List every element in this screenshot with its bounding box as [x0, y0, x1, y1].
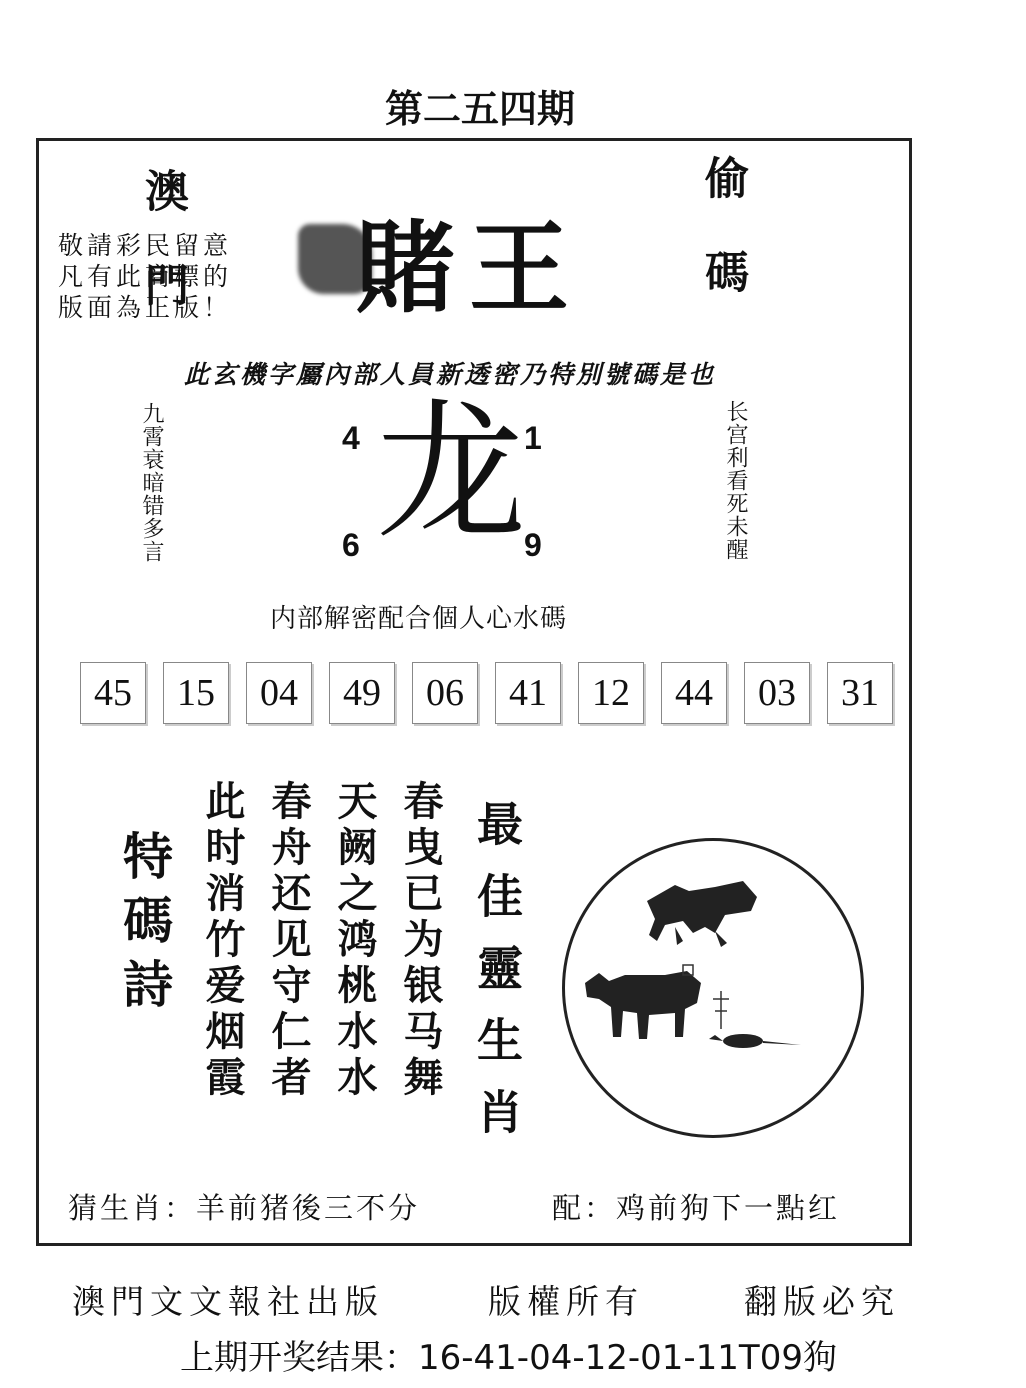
side-label-steal-code: 偷碼 — [697, 155, 748, 343]
notice-line: 凡有此商標的 — [58, 262, 233, 291]
side-label-macau: 澳門 — [137, 168, 188, 356]
number-box: 03 — [744, 662, 810, 724]
ox-icon — [585, 971, 701, 1039]
poem-column: 此时消竹爱烟霞 — [199, 780, 245, 1102]
poem-title: 特碼詩 — [115, 830, 174, 1022]
poem-column: 天阙之鸿桃水水 — [331, 780, 377, 1102]
right-poem: 长宫利看死未醒 — [723, 400, 748, 561]
number-box: 15 — [163, 662, 229, 724]
corner-number-top-left: 4 — [342, 420, 360, 456]
footer-publisher: 澳門文文報社出版 — [72, 1282, 384, 1321]
footer-rights: 版權所有 — [488, 1282, 644, 1321]
number-box: 41 — [495, 662, 561, 724]
notice-line: 版面為正版！ — [58, 293, 233, 322]
main-title: 賭王 — [355, 210, 583, 327]
illustration-svg — [565, 841, 864, 1138]
footer-warning: 翻版必究 — [744, 1282, 900, 1321]
number-box: 06 — [412, 662, 478, 724]
decode-line: 内部解密配合個人心水碼 — [270, 604, 568, 634]
rat-icon — [709, 1034, 801, 1048]
notice-block — [58, 230, 288, 323]
last-draw-result: 上期开奖结果：16-41-04-12-01-11T09狗 — [180, 1338, 837, 1378]
poem-column: 春曳已为银马舞 — [397, 780, 443, 1102]
number-box: 49 — [329, 662, 395, 724]
number-box: 12 — [578, 662, 644, 724]
number-box: 31 — [827, 662, 893, 724]
horse-icon — [647, 881, 757, 947]
best-zodiac-label: 最佳靈生肖 — [470, 800, 524, 1160]
number-box: 04 — [246, 662, 312, 724]
corner-number-bottom-left: 6 — [342, 527, 360, 563]
poem-column: 春舟还见守仁者 — [265, 780, 311, 1102]
number-box: 45 — [80, 662, 146, 724]
guess-zodiac-line: 猜生肖：羊前猪後三不分 — [68, 1191, 421, 1225]
issue-title: 第二五四期 — [384, 86, 575, 131]
secret-line: 此玄機字屬內部人員新透密乃特別號碼是也 — [183, 360, 716, 389]
corner-number-top-right: 1 — [524, 420, 542, 456]
notice-line: 敬請彩民留意 — [58, 231, 233, 260]
left-poem: 九霄衰暗错多言 — [139, 402, 164, 563]
zodiac-illustration — [562, 838, 864, 1138]
match-line: 配：鸡前狗下一點红 — [552, 1191, 841, 1225]
number-row — [80, 662, 893, 724]
number-box: 44 — [661, 662, 727, 724]
corner-number-bottom-right: 9 — [524, 527, 542, 563]
zodiac-character: 龙 — [376, 386, 527, 560]
